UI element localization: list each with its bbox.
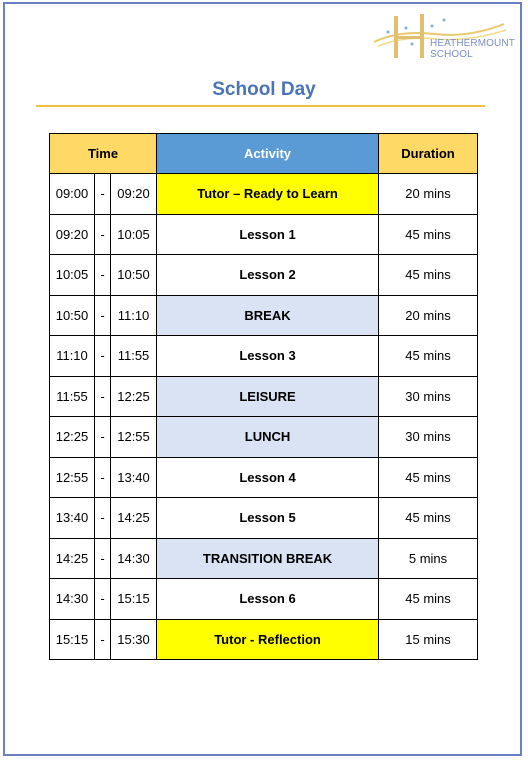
time-separator-cell: - bbox=[95, 538, 111, 579]
start-time-cell: 09:20 bbox=[50, 214, 95, 255]
logo-line-1: HEATHERMOUNT bbox=[430, 38, 515, 49]
schedule-table bbox=[49, 133, 478, 660]
duration-cell: 45 mins bbox=[379, 498, 478, 539]
start-time-cell: 12:55 bbox=[50, 457, 95, 498]
table-row bbox=[50, 214, 478, 255]
activity-cell: LUNCH bbox=[157, 417, 379, 458]
logo-line-2: SCHOOL bbox=[430, 49, 473, 60]
end-time-cell: 12:25 bbox=[111, 376, 157, 417]
table-row bbox=[50, 295, 478, 336]
duration-cell: 30 mins bbox=[379, 417, 478, 458]
duration-header: Duration bbox=[379, 134, 478, 174]
duration-cell: 30 mins bbox=[379, 376, 478, 417]
end-time-cell: 10:05 bbox=[111, 214, 157, 255]
start-time-cell: 11:55 bbox=[50, 376, 95, 417]
duration-cell: 45 mins bbox=[379, 457, 478, 498]
duration-cell: 45 mins bbox=[379, 214, 478, 255]
table-row bbox=[50, 457, 478, 498]
table-row bbox=[50, 255, 478, 296]
time-separator-cell: - bbox=[95, 336, 111, 377]
time-separator-cell: - bbox=[95, 579, 111, 620]
start-time-cell: 11:10 bbox=[50, 336, 95, 377]
activity-cell: Tutor - Reflection bbox=[157, 619, 379, 660]
end-time-cell: 10:50 bbox=[111, 255, 157, 296]
activity-cell: Tutor – Ready to Learn bbox=[157, 174, 379, 215]
table-row bbox=[50, 579, 478, 620]
start-time-cell: 10:50 bbox=[50, 295, 95, 336]
end-time-cell: 11:55 bbox=[111, 336, 157, 377]
duration-cell: 20 mins bbox=[379, 174, 478, 215]
start-time-cell: 15:15 bbox=[50, 619, 95, 660]
end-time-cell: 14:30 bbox=[111, 538, 157, 579]
time-separator-cell: - bbox=[95, 498, 111, 539]
time-separator-cell: - bbox=[95, 457, 111, 498]
start-time-cell: 09:00 bbox=[50, 174, 95, 215]
duration-cell: 5 mins bbox=[379, 538, 478, 579]
activity-cell: LEISURE bbox=[157, 376, 379, 417]
end-time-cell: 15:30 bbox=[111, 619, 157, 660]
duration-cell: 15 mins bbox=[379, 619, 478, 660]
duration-cell: 20 mins bbox=[379, 295, 478, 336]
time-separator-cell: - bbox=[95, 376, 111, 417]
end-time-cell: 13:40 bbox=[111, 457, 157, 498]
table-header-row bbox=[50, 134, 478, 174]
time-separator-cell: - bbox=[95, 255, 111, 296]
start-time-cell: 12:25 bbox=[50, 417, 95, 458]
table-row bbox=[50, 174, 478, 215]
table-row bbox=[50, 538, 478, 579]
end-time-cell: 15:15 bbox=[111, 579, 157, 620]
start-time-cell: 14:25 bbox=[50, 538, 95, 579]
time-separator-cell: - bbox=[95, 295, 111, 336]
table-row bbox=[50, 498, 478, 539]
end-time-cell: 12:55 bbox=[111, 417, 157, 458]
time-separator-cell: - bbox=[95, 214, 111, 255]
time-separator-cell: - bbox=[95, 619, 111, 660]
activity-cell: Lesson 1 bbox=[157, 214, 379, 255]
school-logo-text bbox=[430, 38, 515, 60]
end-time-cell: 11:10 bbox=[111, 295, 157, 336]
start-time-cell: 10:05 bbox=[50, 255, 95, 296]
duration-cell: 45 mins bbox=[379, 255, 478, 296]
table-row bbox=[50, 336, 478, 377]
activity-cell: BREAK bbox=[157, 295, 379, 336]
activity-cell: Lesson 4 bbox=[157, 457, 379, 498]
end-time-cell: 14:25 bbox=[111, 498, 157, 539]
activity-cell: Lesson 3 bbox=[157, 336, 379, 377]
activity-cell: Lesson 6 bbox=[157, 579, 379, 620]
duration-cell: 45 mins bbox=[379, 579, 478, 620]
time-separator-cell: - bbox=[95, 417, 111, 458]
page-title: School Day bbox=[212, 79, 316, 100]
table-row bbox=[50, 376, 478, 417]
start-time-cell: 13:40 bbox=[50, 498, 95, 539]
end-time-cell: 09:20 bbox=[111, 174, 157, 215]
activity-cell: Lesson 2 bbox=[157, 255, 379, 296]
table-row bbox=[50, 619, 478, 660]
duration-cell: 45 mins bbox=[379, 336, 478, 377]
time-header: Time bbox=[50, 134, 157, 174]
activity-cell: Lesson 5 bbox=[157, 498, 379, 539]
time-separator-cell: - bbox=[95, 174, 111, 215]
title-divider bbox=[36, 105, 485, 107]
activity-cell: TRANSITION BREAK bbox=[157, 538, 379, 579]
schedule-body bbox=[50, 174, 478, 660]
start-time-cell: 14:30 bbox=[50, 579, 95, 620]
table-row bbox=[50, 417, 478, 458]
activity-header: Activity bbox=[157, 134, 379, 174]
